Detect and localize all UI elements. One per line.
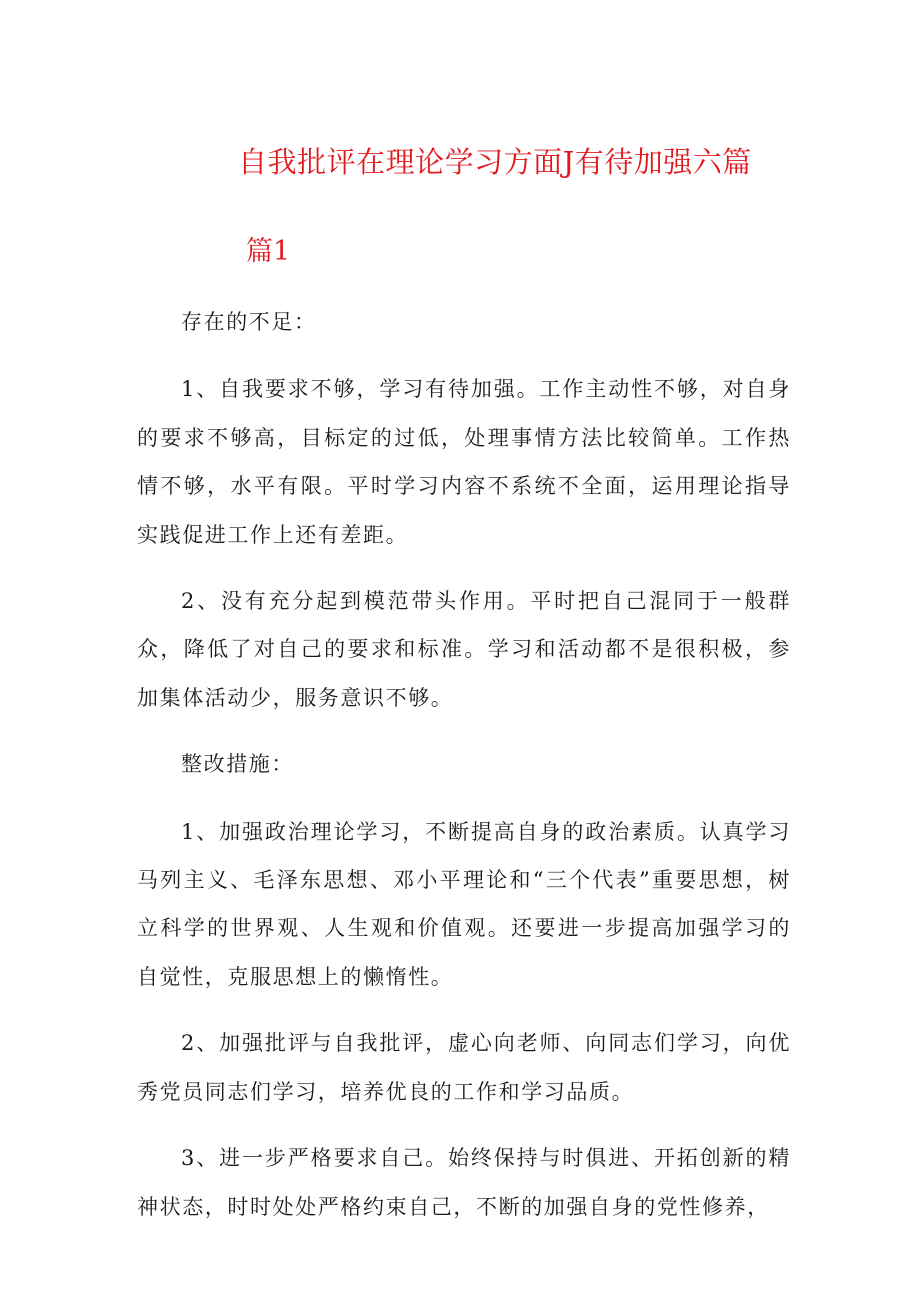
document-title: 自我批评在理论学习方面J有待加强六篇 [238,145,752,179]
section-subtitle: 篇1 [246,236,291,267]
document-body [137,298,791,1249]
paragraph: 3、进一步严格要求自己。始终保持与时俱进、开拓创新的精神状态，时时处处严格约束自己，不断的加强自身的党性修养， [137,1146,791,1219]
paragraph: 2、没有充分起到模范带头作用。平时把自己混同于一般群众，降低了对自己的要求和标准。学习和活动都不是很积极，参加集体活动少，服务意识不够。 [137,589,791,710]
paragraph-measures-heading: 整改措施： [181,752,294,777]
paragraph: 2、加强批评与自我批评，虚心向老师、向同志们学习，向优秀党员同志们学习，培养优良的工作和学习品质。 [137,1031,791,1104]
paragraph: 1、加强政治理论学习，不断提高自身的政治素质。认真学习马列主义、毛泽东思想、邓小平理论和“三个代表”重要思想，树立科学的世界观、人生观和价值观。还要进一步提高加强学习的自觉性，克服思想上的懒惰性。 [137,819,791,989]
paragraph-shortcomings-heading: 存在的不足： [181,310,317,334]
paragraph: 1、自我要求不够，学习有待加强。工作主动性不够，对自身的要求不够高，目标定的过低，处理事情方法比较简单。工作热情不够，水平有限。平时学习内容不系统不全面，运用理论指导实践促进工作上还有差距。 [137,377,791,547]
